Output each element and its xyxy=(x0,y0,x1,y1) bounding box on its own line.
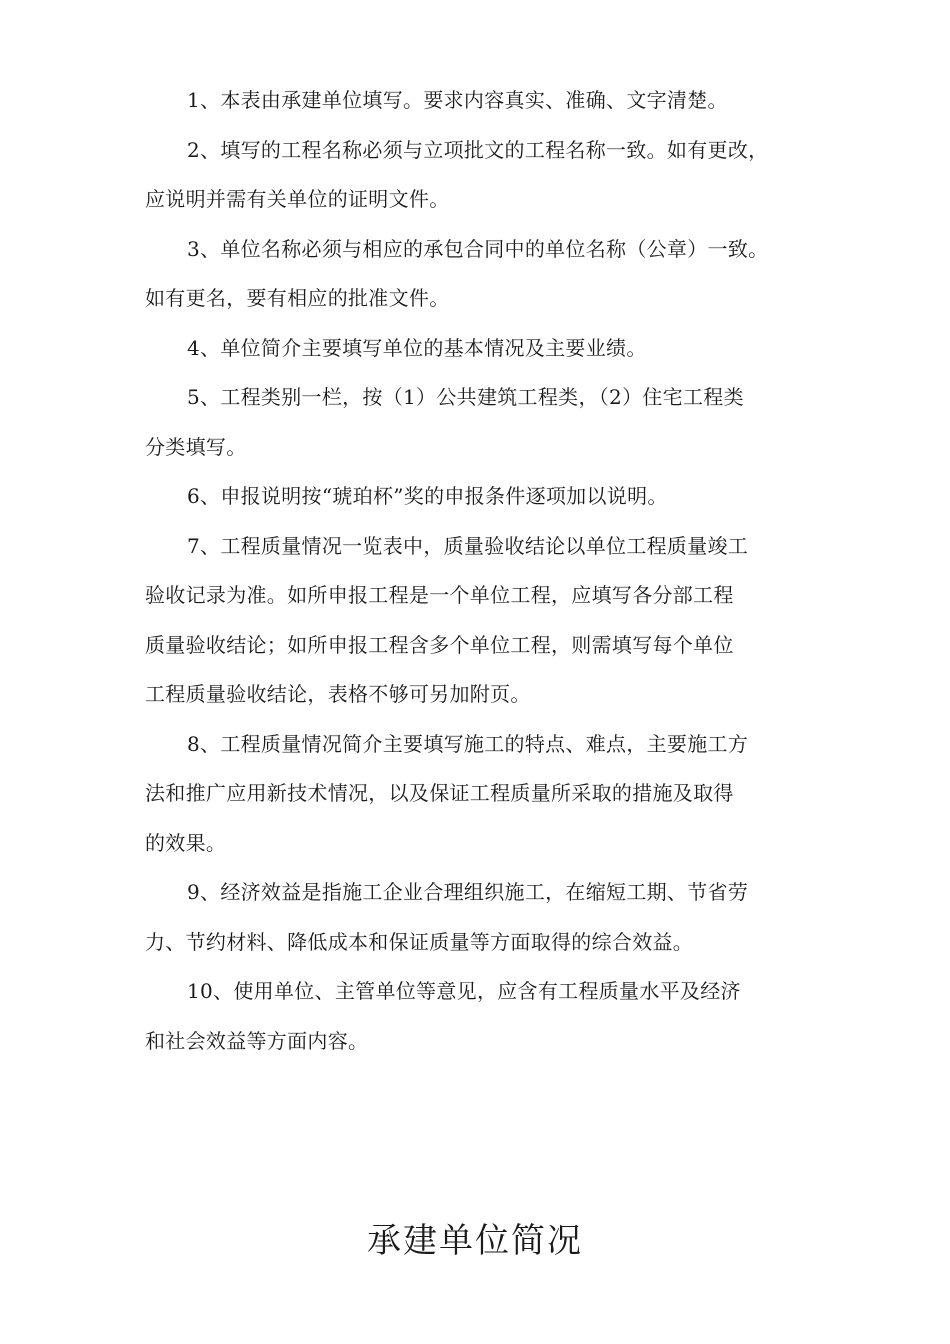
instructions-list xyxy=(145,76,825,1066)
instruction-line: 8、工程质量情况简介主要填写施工的特点、难点，主要施工方 xyxy=(187,731,749,756)
instruction-line: 验收记录为准。如所申报工程是一个单位工程，应填写各分部工程 xyxy=(145,583,734,607)
instruction-line: 2、填写的工程名称必须与立项批文的工程名称一致。如有更改， xyxy=(187,137,769,162)
instruction-line: 的效果。 xyxy=(145,830,227,855)
instruction-line: 力、节约材料、降低成本和保证质量等方面取得的综合效益。 xyxy=(145,929,694,954)
instruction-line: 法和推广应用新技术情况，以及保证工程质量所采取的措施及取得 xyxy=(145,781,734,805)
instruction-line: 6、申报说明按“琥珀杯”奖的申报条件逐项加以说明。 xyxy=(187,484,668,508)
section-title: 承建单位简况 xyxy=(367,1221,583,1261)
instruction-line: 5、工程类别一栏，按（1）公共建筑工程类，（2）住宅工程类 xyxy=(187,385,744,409)
instruction-line: 和社会效益等方面内容。 xyxy=(145,1028,369,1053)
instruction-line: 应说明并需有关单位的证明文件。 xyxy=(145,187,450,211)
instruction-line: 3、单位名称必须与相应的承包合同中的单位名称（公章）一致。 xyxy=(187,236,769,261)
instruction-line: 10、使用单位、主管单位等意见，应含有工程质量水平及经济 xyxy=(187,979,741,1003)
instruction-line: 质量验收结论；如所申报工程含多个单位工程，则需填写每个单位 xyxy=(145,632,734,657)
instruction-line: 9、经济效益是指施工企业合理组织施工，在缩短工期、节省劳 xyxy=(187,880,749,904)
instruction-line: 工程质量验收结论，表格不够可另加附页。 xyxy=(145,682,531,706)
instruction-line: 4、单位简介主要填写单位的基本情况及主要业绩。 xyxy=(187,335,647,360)
instruction-line: 1、本表由承建单位填写。要求内容真实、准确、文字清楚。 xyxy=(187,88,728,112)
instruction-line: 如有更名，要有相应的批准文件。 xyxy=(145,286,450,310)
instruction-line: 7、工程质量情况一览表中，质量验收结论以单位工程质量竣工 xyxy=(187,533,749,558)
instruction-line: 分类填写。 xyxy=(145,434,247,459)
